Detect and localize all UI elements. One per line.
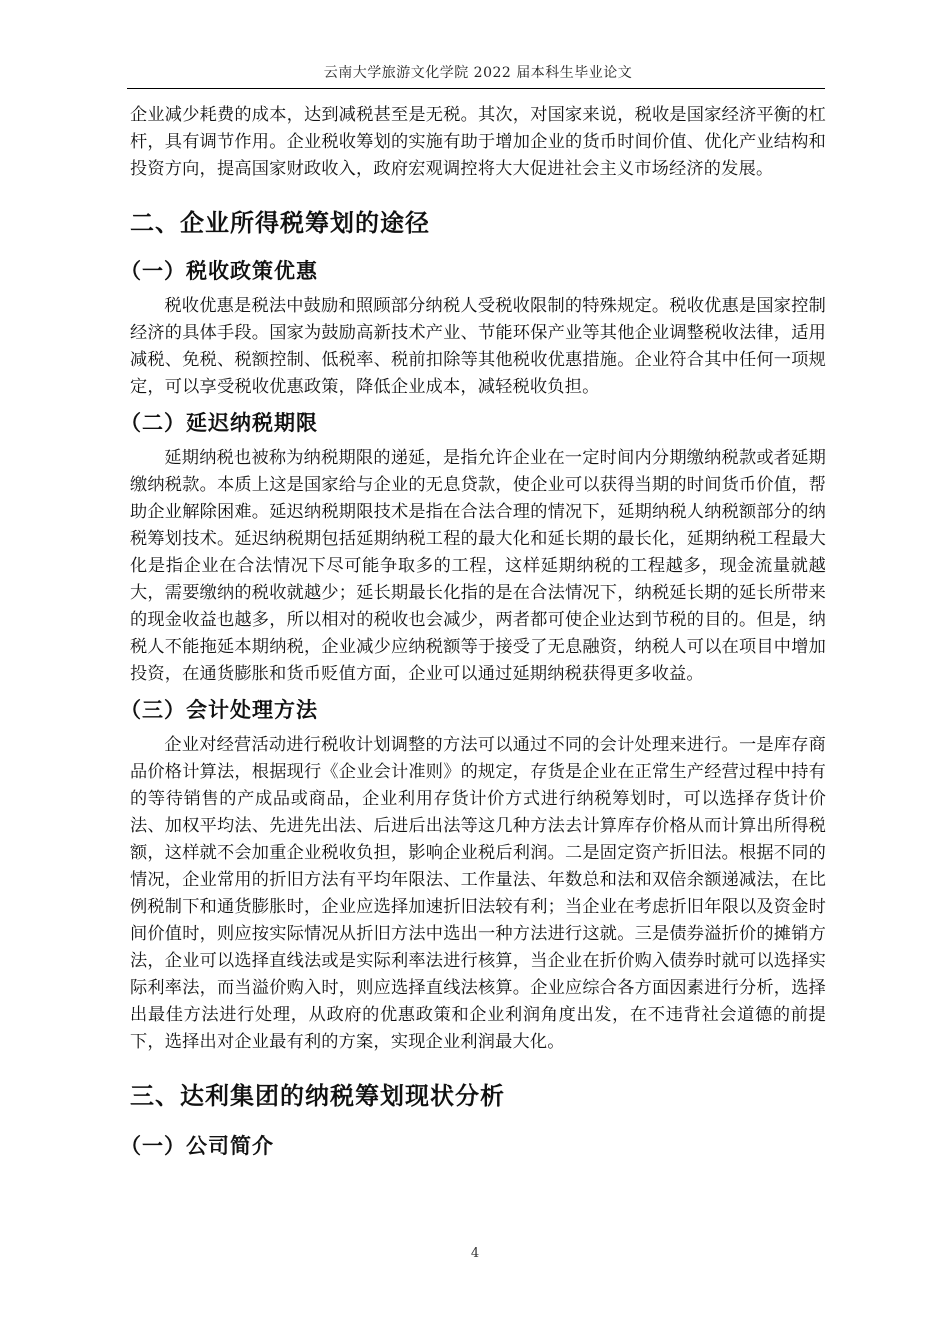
subsection-3-heading: （三）会计处理方法 bbox=[120, 698, 318, 722]
section-2-heading: 二、企业所得税筹划的途径 bbox=[130, 209, 430, 237]
section-3-heading: 三、达利集团的纳税筹划现状分析 bbox=[130, 1082, 505, 1110]
document-body bbox=[120, 102, 826, 1168]
intro-paragraph: 企业减少耗费的成本，达到减税甚至是无税。其次，对国家来说，税收是国家经济平衡的杠杆，具有调节作用。企业税收筹划的实施有助于增加企业的货币时间价值、优化产业结构和投资方向，提高国家财政收入，政府宏观调控将大大促进社会主义市场经济的发展。 bbox=[130, 105, 826, 179]
subsection-4-heading: （一）公司简介 bbox=[120, 1134, 274, 1158]
page-header: 云南大学旅游文化学院 2022 届本科生毕业论文 bbox=[323, 65, 633, 81]
subsection-3-paragraph: 企业对经营活动进行税收计划调整的方法可以通过不同的会计处理来进行。一是库存商品价格计算法，根据现行《企业会计准则》的规定，存货是企业在正常生产经营过程中持有的等待销售的产成品或商品，企业利用存货计价方式进行纳税筹划时，可以选择存货计价法、加权平均法、先进先出法、后进后出法等这几种方法去计算库存价格从而计算出所得税额，这样就不会加重企业税收负担，影响企业税后利润。二是固定资产折旧法。根据不同的情况，企业常用的折旧方法有平均年限法、工作量法、年数总和法和双倍余额递减法，在比例税制下和通货膨胀时，企业应选择加速折旧法较有利；当企业在考虑折旧年限以及资金时间价值时，则应按实际情况从折旧方法中选出一种方法进行这就。三是债券溢折价的摊销方法，企业可以选择直线法或是实际利率法进行核算，当企业在折价购入债券时就可以选择实际利率法，而当溢价购入时，则应选择直线法核算。企业应综合各方面因素进行分析，选择出最佳方法进行处理，从政府的优惠政策和企业利润角度出发，在不违背社会道德的前提下，选择出对企业最有利的方案，实现企业利润最大化。 bbox=[130, 735, 826, 1052]
subsection-1-paragraph: 税收优惠是税法中鼓励和照顾部分纳税人受税收限制的特殊规定。税收优惠是国家控制经济的具体手段。国家为鼓励高新技术产业、节能环保产业等其他企业调整税收法律，适用减税、免税、税额控制、低税率、税前扣除等其他税收优惠措施。企业符合其中任何一项规定，可以享受税收优惠政策，降低企业成本，减轻税收负担。 bbox=[130, 296, 826, 397]
subsection-1-heading: （一）税收政策优惠 bbox=[120, 259, 318, 283]
header-divider bbox=[127, 88, 825, 89]
subsection-2-paragraph: 延期纳税也被称为纳税期限的递延，是指允许企业在一定时间内分期缴纳税款或者延期缴纳税款。本质上这是国家给与企业的无息贷款，使企业可以获得当期的时间货币价值，帮助企业解除困难。延迟纳税期限技术是指在合法合理的情况下，延期纳税人纳税额部分的纳税筹划技术。延迟纳税期包括延期纳税工程的最大化和延长期的最长化，延期纳税工程最大化是指企业在合法情况下尽可能争取多的工程，这样延期纳税的工程越多，现金流量就越大，需要缴纳的税收就越少；延长期最长化指的是在合法情况下，纳税延长期的延长所带来的现金收益也越多，所以相对的税收也会减少，两者都可使企业达到节税的目的。但是，纳税人不能拖延本期纳税，企业减少应纳税额等于接受了无息融资，纳税人可以在项目中增加投资，在通货膨胀和货币贬值方面，企业可以通过延期纳税获得更多收益。 bbox=[130, 448, 826, 684]
page-number: 4 bbox=[470, 1246, 480, 1261]
subsection-2-heading: （二）延迟纳税期限 bbox=[120, 411, 318, 435]
